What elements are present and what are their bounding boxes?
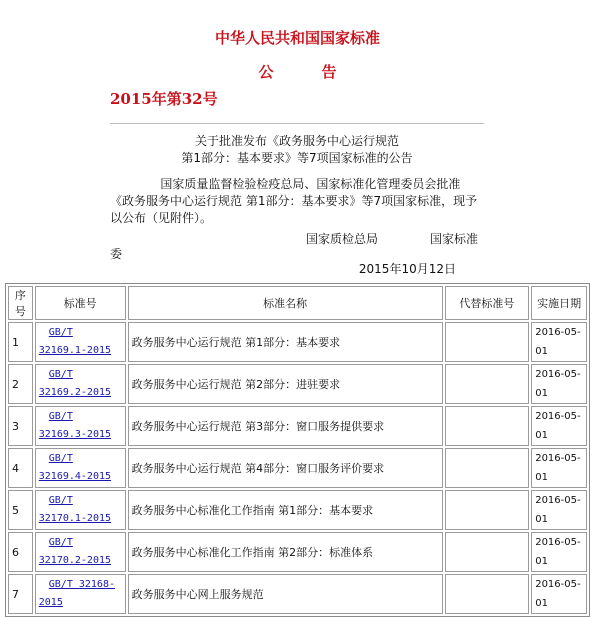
row-date-line-1: 2016-05- <box>535 495 581 506</box>
row-date-line-2: 01 <box>535 472 548 483</box>
row-seq: 7 <box>8 574 33 614</box>
subtitle-char-1: 公 <box>258 63 274 81</box>
row-seq: 3 <box>8 406 33 446</box>
authority-2-part-1: 国家标准 <box>430 232 479 246</box>
row-code <box>35 490 126 530</box>
notice-subtitle <box>0 61 595 82</box>
standard-code-link[interactable]: GB/T <box>48 369 73 380</box>
row-replaces <box>445 532 530 572</box>
row-date-line-2: 01 <box>535 556 548 567</box>
row-replaces <box>445 574 530 614</box>
heading-line-1: 关于批准发布《政务服务中心运行规范 <box>194 134 399 148</box>
row-date-line-2: 01 <box>535 346 548 357</box>
row-seq: 4 <box>8 448 33 488</box>
row-name: 政务服务中心标准化工作指南 第2部分：标准体系 <box>128 532 443 572</box>
row-date-line-2: 01 <box>535 598 548 609</box>
standard-code-link[interactable]: 32170.1-2015 <box>38 513 112 524</box>
row-replaces <box>445 448 530 488</box>
standard-code-link[interactable]: GB/T <box>48 411 73 422</box>
standard-code-link[interactable]: 32170.2-2015 <box>38 555 112 566</box>
table-row <box>8 406 587 446</box>
header-date: 实施日期 <box>531 286 587 320</box>
notice-number: 2015年第32号 <box>110 90 218 108</box>
row-date-line-1: 2016-05- <box>535 453 581 464</box>
row-code <box>35 448 126 488</box>
row-date <box>531 532 587 572</box>
standard-code-link[interactable]: GB/T 32168- <box>48 579 115 590</box>
standard-code-link[interactable]: GB/T <box>48 495 73 506</box>
row-replaces <box>445 490 530 530</box>
row-date <box>531 364 587 404</box>
row-date-line-2: 01 <box>535 430 548 441</box>
table-row <box>8 532 587 572</box>
row-seq: 2 <box>8 364 33 404</box>
header-code: 标准号 <box>35 286 126 320</box>
table-row <box>8 448 587 488</box>
notice-date: 2015年10月12日 <box>358 262 456 276</box>
table-header-row <box>8 286 587 320</box>
row-date <box>531 490 587 530</box>
table-row <box>8 364 587 404</box>
row-replaces <box>445 364 530 404</box>
standard-code-link[interactable]: 32169.4-2015 <box>38 471 112 482</box>
standards-table <box>5 283 590 617</box>
row-date <box>531 448 587 488</box>
row-code <box>35 322 126 362</box>
row-name: 政务服务中心运行规范 第1部分：基本要求 <box>128 322 443 362</box>
row-replaces <box>445 322 530 362</box>
notice-title: 中华人民共和国国家标准 <box>214 29 380 47</box>
header-name: 标准名称 <box>128 286 443 320</box>
row-date-line-2: 01 <box>535 388 548 399</box>
header-replaces: 代替标准号 <box>445 286 530 320</box>
subtitle-char-2: 告 <box>321 63 337 81</box>
heading-line-2: 第1部分：基本要求》等7项国家标准的公告 <box>181 151 413 165</box>
row-code <box>35 406 126 446</box>
row-name: 政务服务中心运行规范 第4部分：窗口服务评价要求 <box>128 448 443 488</box>
table-row <box>8 574 587 614</box>
row-date-line-1: 2016-05- <box>535 327 581 338</box>
row-code <box>35 364 126 404</box>
row-seq: 5 <box>8 490 33 530</box>
authority-1: 国家质检总局 <box>306 232 379 246</box>
row-date <box>531 574 587 614</box>
row-seq: 6 <box>8 532 33 572</box>
row-name: 政务服务中心运行规范 第3部分：窗口服务提供要求 <box>128 406 443 446</box>
table-row <box>8 322 587 362</box>
row-date <box>531 322 587 362</box>
row-name: 政务服务中心标准化工作指南 第1部分：基本要求 <box>128 490 443 530</box>
divider <box>110 123 484 124</box>
row-date-line-1: 2016-05- <box>535 411 581 422</box>
row-name: 政务服务中心运行规范 第2部分：进驻要求 <box>128 364 443 404</box>
row-date-line-1: 2016-05- <box>535 369 581 380</box>
standard-code-link[interactable]: GB/T <box>48 453 73 464</box>
notice-body: 国家质量监督检验检疫总局、国家标准化管理委员会批准《政务服务中心运行规范 第1部分：基本要求》等7项国家标准，现予以公布（见附件）。 <box>110 177 478 225</box>
standard-code-link[interactable]: 32169.3-2015 <box>38 429 112 440</box>
row-date-line-1: 2016-05- <box>535 579 581 590</box>
row-code <box>35 532 126 572</box>
standard-code-link[interactable]: 2015 <box>38 597 63 608</box>
standard-code-link[interactable]: GB/T <box>48 537 73 548</box>
row-seq: 1 <box>8 322 33 362</box>
row-date-line-2: 01 <box>535 514 548 525</box>
row-replaces <box>445 406 530 446</box>
row-name: 政务服务中心网上服务规范 <box>128 574 443 614</box>
authority-2-part-2: 委 <box>110 247 123 261</box>
table-row <box>8 490 587 530</box>
standard-code-link[interactable]: 32169.1-2015 <box>38 345 112 356</box>
standard-code-link[interactable]: 32169.2-2015 <box>38 387 112 398</box>
header-seq: 序号 <box>8 286 33 320</box>
standard-code-link[interactable]: GB/T <box>48 327 73 338</box>
notice-heading <box>110 133 484 167</box>
row-code <box>35 574 126 614</box>
row-date-line-1: 2016-05- <box>535 537 581 548</box>
row-date <box>531 406 587 446</box>
